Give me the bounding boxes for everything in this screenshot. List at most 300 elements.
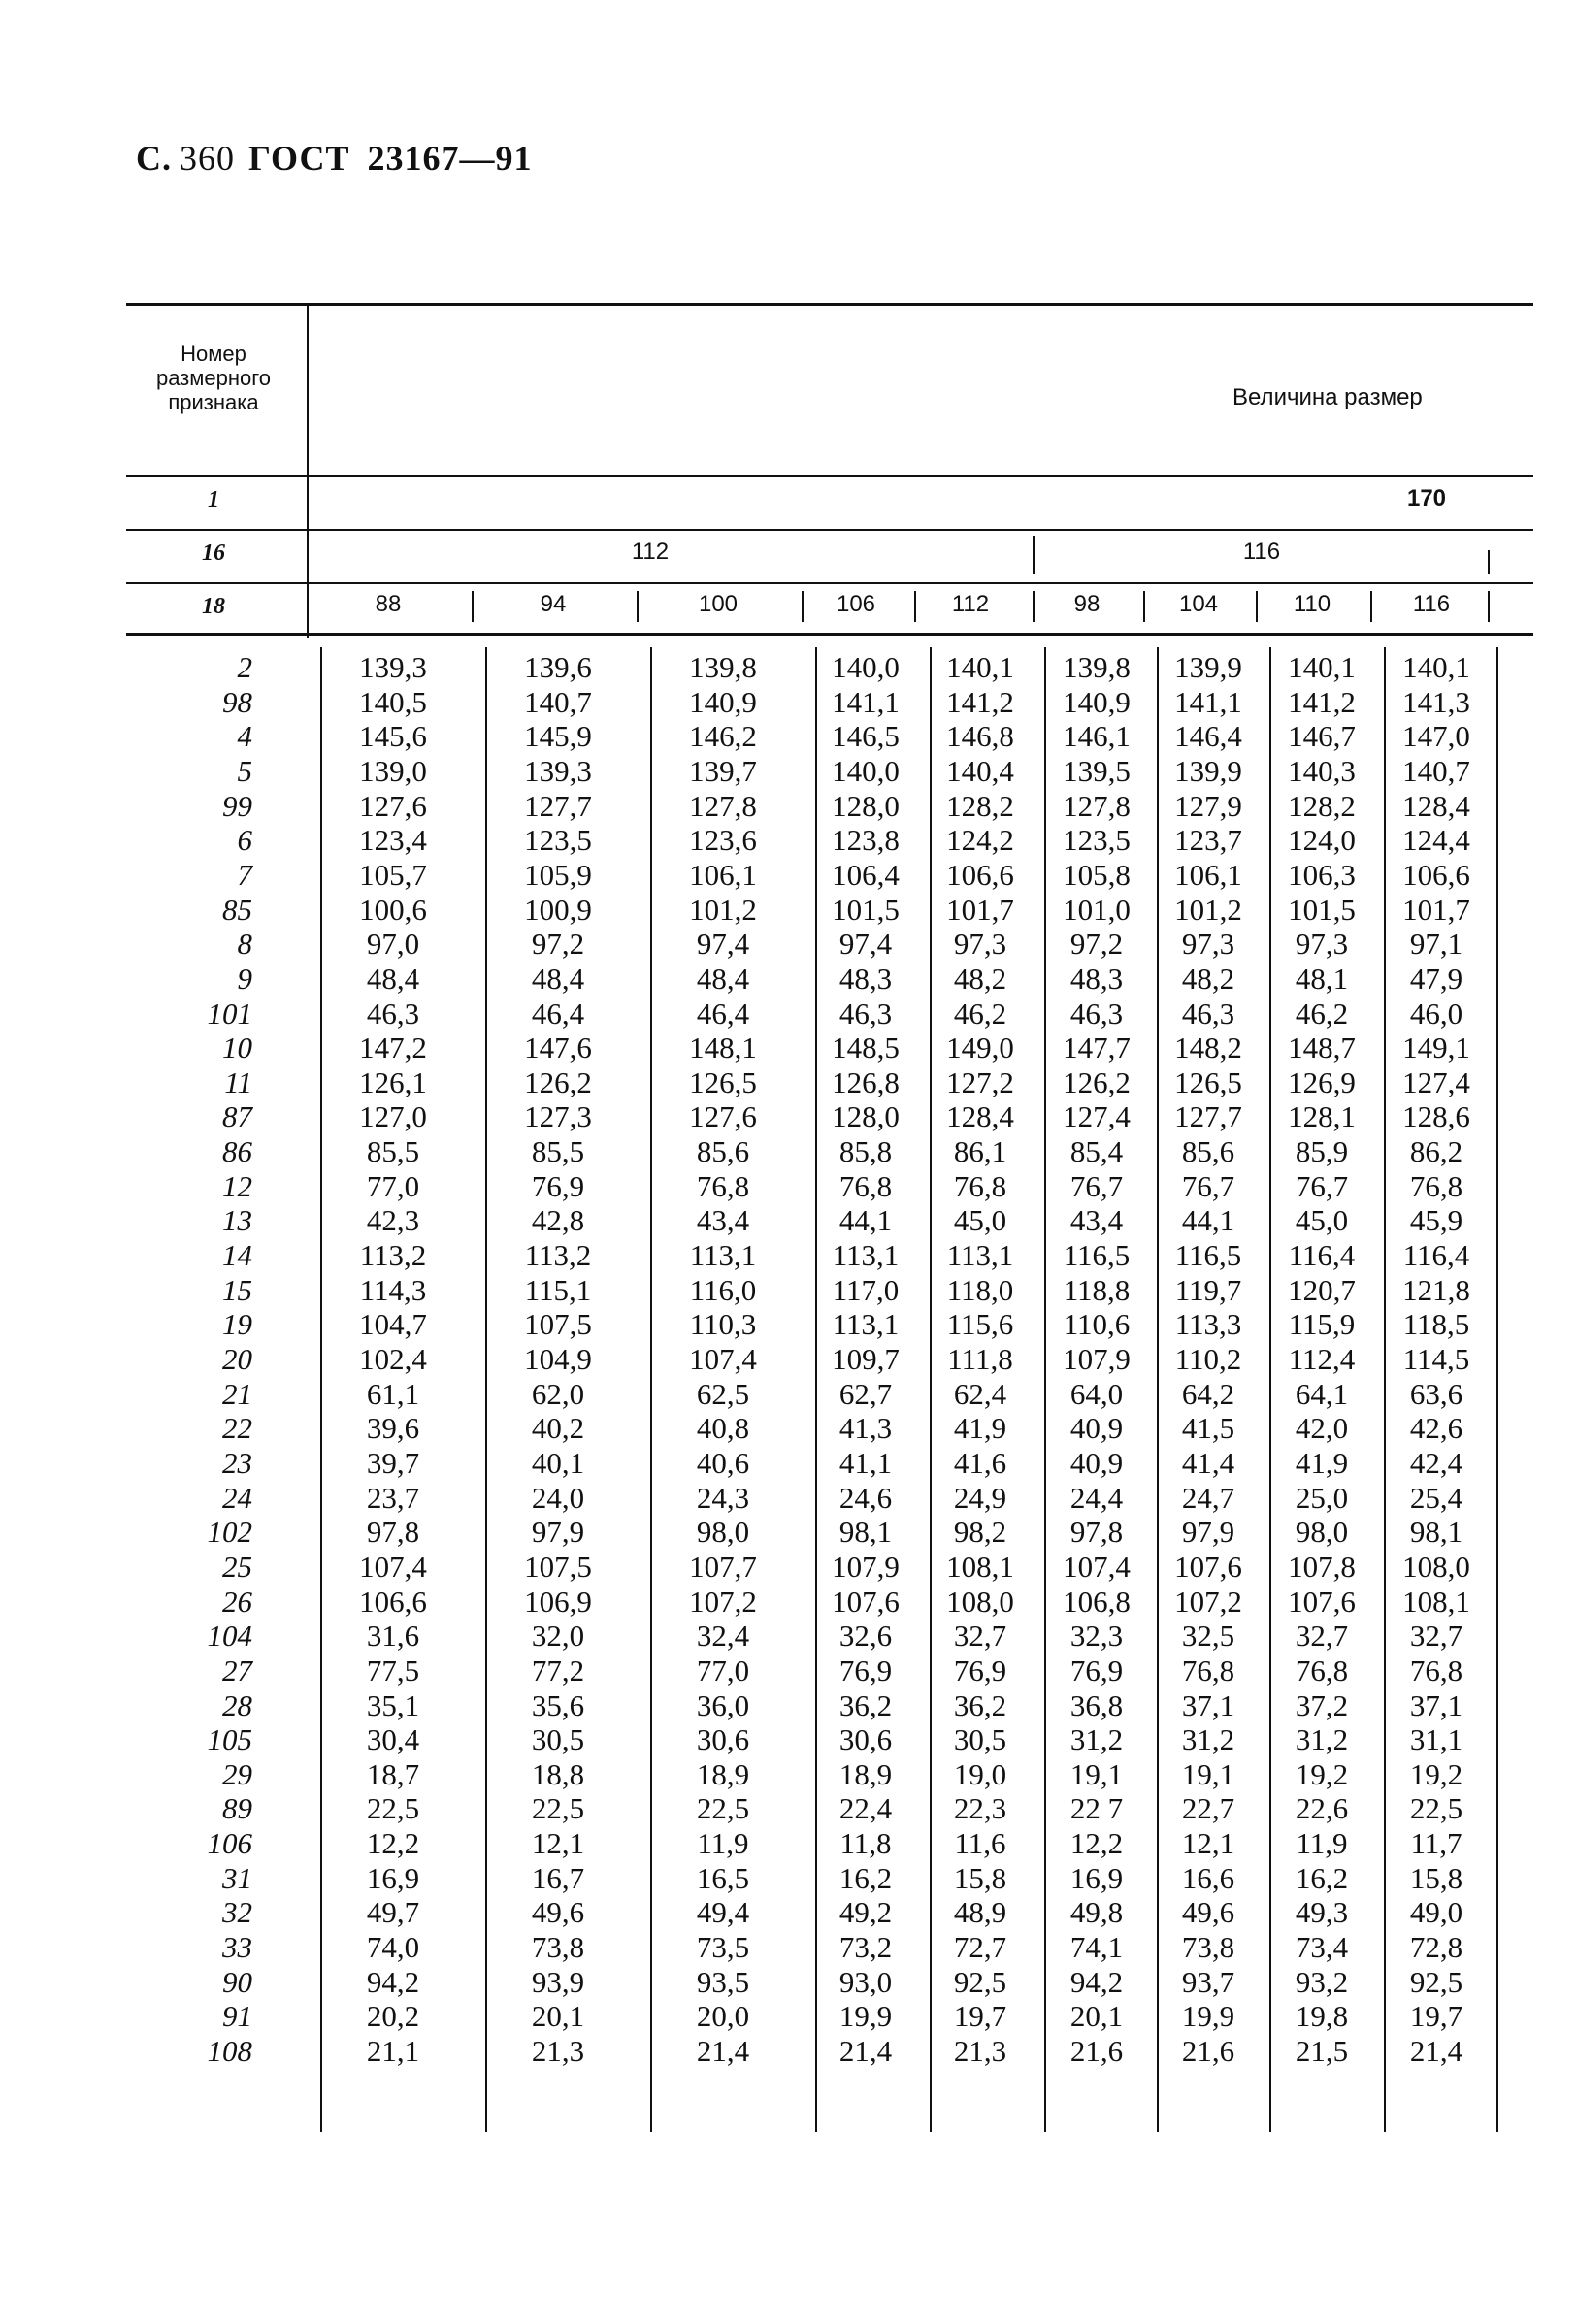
row-number: 25 bbox=[222, 1549, 252, 1584]
table-cell: 127,7 bbox=[1174, 1099, 1242, 1134]
row-number: 32 bbox=[222, 1895, 252, 1930]
table-cell: 113,1 bbox=[832, 1307, 900, 1342]
table-cell: 43,4 bbox=[1069, 1203, 1124, 1238]
table-cell: 139,5 bbox=[1063, 753, 1131, 788]
row-number: 19 bbox=[222, 1307, 252, 1342]
table-cell: 16,7 bbox=[531, 1860, 585, 1895]
table-cell: 48,4 bbox=[696, 961, 750, 996]
table-cell: 72,7 bbox=[953, 1930, 1007, 1965]
table-cell: 77,0 bbox=[366, 1168, 420, 1203]
table-cell: 41,3 bbox=[838, 1411, 893, 1446]
table-cell: 42,4 bbox=[1409, 1445, 1463, 1480]
table-cell: 22,4 bbox=[838, 1791, 893, 1826]
table-cell: 31,2 bbox=[1181, 1722, 1235, 1757]
table-cell: 92,5 bbox=[1409, 1964, 1463, 1999]
row-number: 99 bbox=[222, 788, 252, 823]
chest-value-1: 112 bbox=[631, 539, 670, 565]
table-cell: 126,8 bbox=[832, 1064, 900, 1099]
table-cell: 146,5 bbox=[832, 719, 900, 754]
table-cell: 48,3 bbox=[838, 961, 893, 996]
table-cell: 49,6 bbox=[531, 1895, 585, 1930]
table-cell: 32,6 bbox=[838, 1619, 893, 1653]
table-cell: 140,3 bbox=[1288, 753, 1356, 788]
row-number: 20 bbox=[222, 1342, 252, 1376]
hdr-sep-1 bbox=[472, 591, 474, 622]
table-cell: 76,8 bbox=[1409, 1653, 1463, 1687]
table-cell: 41,9 bbox=[953, 1411, 1007, 1446]
table-cell: 45,0 bbox=[953, 1203, 1007, 1238]
table-cell: 20,2 bbox=[366, 1999, 420, 2034]
table-cell: 76,9 bbox=[1069, 1653, 1124, 1687]
table-cell: 146,8 bbox=[946, 719, 1014, 754]
row-number: 86 bbox=[222, 1134, 252, 1169]
table-cell: 42,6 bbox=[1409, 1411, 1463, 1446]
table-cell: 98,1 bbox=[1409, 1515, 1463, 1550]
table-cell: 23,7 bbox=[366, 1480, 420, 1515]
table-cell: 127,4 bbox=[1063, 1099, 1131, 1134]
table-cell: 101,2 bbox=[689, 892, 757, 927]
table-cell: 41,6 bbox=[953, 1445, 1007, 1480]
table-cell: 11,7 bbox=[1410, 1826, 1462, 1861]
table-cell: 126,5 bbox=[1174, 1064, 1242, 1099]
table-cell: 41,1 bbox=[838, 1445, 893, 1480]
table-cell: 18,9 bbox=[838, 1756, 893, 1791]
table-cell: 107,2 bbox=[689, 1584, 757, 1619]
table-cell: 31,2 bbox=[1295, 1722, 1349, 1757]
table-cell: 24,9 bbox=[953, 1480, 1007, 1515]
table-cell: 106,3 bbox=[1288, 857, 1356, 892]
page-prefix: С. bbox=[136, 139, 172, 178]
table-cell: 49,4 bbox=[696, 1895, 750, 1930]
table-cell: 76,7 bbox=[1181, 1168, 1235, 1203]
table-cell: 21,3 bbox=[953, 2034, 1007, 2068]
table-cell: 141,1 bbox=[832, 684, 900, 719]
table-cell: 146,2 bbox=[689, 719, 757, 754]
table-cell: 63,6 bbox=[1409, 1376, 1463, 1411]
table-cell: 18,8 bbox=[531, 1756, 585, 1791]
row-number: 7 bbox=[237, 857, 252, 892]
table-cell: 140,1 bbox=[1402, 650, 1470, 684]
table-cell: 20,1 bbox=[1069, 1999, 1124, 2034]
table-cell: 31,1 bbox=[1409, 1722, 1463, 1757]
table-cell: 140,1 bbox=[1288, 650, 1356, 684]
table-cell: 141,2 bbox=[946, 684, 1014, 719]
table-cell: 141,2 bbox=[1288, 684, 1356, 719]
column-header-cell: 106 bbox=[836, 591, 876, 617]
table-cell: 19,9 bbox=[1181, 1999, 1235, 2034]
table-cell: 48,1 bbox=[1295, 961, 1349, 996]
row-number: 85 bbox=[222, 892, 252, 927]
table-cell: 85,5 bbox=[531, 1134, 585, 1169]
table-cell: 128,4 bbox=[1402, 788, 1470, 823]
table-cell: 127,8 bbox=[1063, 788, 1131, 823]
row-number: 98 bbox=[222, 684, 252, 719]
table-cell: 35,6 bbox=[531, 1687, 585, 1722]
table-cell: 48,3 bbox=[1069, 961, 1124, 996]
table-cell: 76,7 bbox=[1069, 1168, 1124, 1203]
body-line-9 bbox=[1496, 647, 1498, 2132]
table-cell: 76,9 bbox=[838, 1653, 893, 1687]
row-number: 11 bbox=[224, 1064, 252, 1099]
hdr-sep-9 bbox=[1488, 591, 1490, 622]
table-cell: 111,8 bbox=[947, 1342, 1013, 1376]
table-cell: 74,1 bbox=[1069, 1930, 1124, 1965]
table-cell: 113,1 bbox=[689, 1238, 757, 1273]
table-cell: 64,2 bbox=[1181, 1376, 1235, 1411]
table-cell: 76,8 bbox=[953, 1168, 1007, 1203]
table-cell: 147,2 bbox=[359, 1031, 427, 1065]
group-separator bbox=[1033, 536, 1035, 574]
table-cell: 114,3 bbox=[359, 1272, 427, 1307]
table-cell: 48,2 bbox=[953, 961, 1007, 996]
body-line-0 bbox=[320, 647, 322, 2132]
table-cell: 148,2 bbox=[1174, 1031, 1242, 1065]
table-cell: 41,5 bbox=[1181, 1411, 1235, 1446]
table-cell: 18,7 bbox=[366, 1756, 420, 1791]
row-number: 105 bbox=[207, 1722, 252, 1757]
table-cell: 109,7 bbox=[832, 1342, 900, 1376]
table-cell: 32,7 bbox=[1409, 1619, 1463, 1653]
table-cell: 49,3 bbox=[1295, 1895, 1349, 1930]
row-number: 31 bbox=[222, 1860, 252, 1895]
row-number: 23 bbox=[222, 1445, 252, 1480]
table-cell: 107,4 bbox=[359, 1549, 427, 1584]
table-cell: 141,3 bbox=[1402, 684, 1470, 719]
table-cell: 85,9 bbox=[1295, 1134, 1349, 1169]
table-cell: 24,0 bbox=[531, 1480, 585, 1515]
table-cell: 32,4 bbox=[696, 1619, 750, 1653]
table-cell: 140,9 bbox=[689, 684, 757, 719]
table-cell: 46,4 bbox=[696, 996, 750, 1031]
table-cell: 76,9 bbox=[953, 1653, 1007, 1687]
table-cell: 101,7 bbox=[1402, 892, 1470, 927]
table-cell: 126,2 bbox=[524, 1064, 592, 1099]
column-header-cell: 110 bbox=[1293, 591, 1331, 617]
table-cell: 106,1 bbox=[689, 857, 757, 892]
table-cell: 48,9 bbox=[953, 1895, 1007, 1930]
table-cell: 145,6 bbox=[359, 719, 427, 754]
table-cell: 127,6 bbox=[689, 1099, 757, 1134]
table-cell: 21,4 bbox=[696, 2034, 750, 2068]
hdr-sep-4 bbox=[914, 591, 916, 622]
table-cell: 46,3 bbox=[1069, 996, 1124, 1031]
table-cell: 106,4 bbox=[832, 857, 900, 892]
table-cell: 36,2 bbox=[953, 1687, 1007, 1722]
table-cell: 62,5 bbox=[696, 1376, 750, 1411]
standard-label: ГОСТ bbox=[248, 139, 350, 178]
table-cell: 18,9 bbox=[696, 1756, 750, 1791]
table-cell: 40,9 bbox=[1069, 1411, 1124, 1446]
table-cell: 148,5 bbox=[832, 1031, 900, 1065]
table-cell: 107,6 bbox=[1174, 1549, 1242, 1584]
table-cell: 16,2 bbox=[1295, 1860, 1349, 1895]
table-cell: 62,0 bbox=[531, 1376, 585, 1411]
table-cell: 126,1 bbox=[359, 1064, 427, 1099]
table-cell: 49,7 bbox=[366, 1895, 420, 1930]
table-cell: 93,0 bbox=[838, 1964, 893, 1999]
table-cell: 19,7 bbox=[953, 1999, 1007, 2034]
table-cell: 40,2 bbox=[531, 1411, 585, 1446]
table-cell: 73,5 bbox=[696, 1930, 750, 1965]
table-cell: 119,7 bbox=[1174, 1272, 1242, 1307]
table-cell: 107,5 bbox=[524, 1307, 592, 1342]
table-cell: 113,2 bbox=[524, 1238, 592, 1273]
table-cell: 140,7 bbox=[524, 684, 592, 719]
table-cell: 126,2 bbox=[1063, 1064, 1131, 1099]
table-cell: 32,0 bbox=[531, 1619, 585, 1653]
row-number: 90 bbox=[222, 1964, 252, 1999]
table-cell: 36,8 bbox=[1069, 1687, 1124, 1722]
table-cell: 113,2 bbox=[359, 1238, 427, 1273]
table-cell: 139,6 bbox=[524, 650, 592, 684]
row-number: 14 bbox=[222, 1238, 252, 1273]
table-cell: 46,2 bbox=[1295, 996, 1349, 1031]
table-cell: 93,9 bbox=[531, 1964, 585, 1999]
table-cell: 107,9 bbox=[832, 1549, 900, 1584]
table-cell: 127,8 bbox=[689, 788, 757, 823]
table-cell: 97,3 bbox=[1181, 927, 1235, 962]
table-cell: 40,1 bbox=[531, 1445, 585, 1480]
table-cell: 113,3 bbox=[1174, 1307, 1242, 1342]
row-number: 101 bbox=[207, 996, 252, 1031]
table-cell: 48,4 bbox=[531, 961, 585, 996]
table-cell: 140,7 bbox=[1402, 753, 1470, 788]
table-cell: 97,4 bbox=[696, 927, 750, 962]
table-cell: 19,7 bbox=[1409, 1999, 1463, 2034]
size-table bbox=[126, 303, 1533, 2146]
table-cell: 140,5 bbox=[359, 684, 427, 719]
table-cell: 42,0 bbox=[1295, 1411, 1349, 1446]
table-cell: 140,9 bbox=[1063, 684, 1131, 719]
table-cell: 127,0 bbox=[359, 1099, 427, 1134]
table-cell: 128,4 bbox=[946, 1099, 1014, 1134]
table-cell: 40,6 bbox=[696, 1445, 750, 1480]
table-cell: 30,5 bbox=[953, 1722, 1007, 1757]
table-cell: 98,0 bbox=[696, 1515, 750, 1550]
row-label-16: 16 bbox=[202, 540, 225, 566]
table-cell: 149,1 bbox=[1402, 1031, 1470, 1065]
table-cell: 97,8 bbox=[366, 1515, 420, 1550]
hdr-sep-5 bbox=[1033, 591, 1035, 622]
table-cell: 146,7 bbox=[1288, 719, 1356, 754]
table-cell: 118,0 bbox=[946, 1272, 1014, 1307]
table-cell: 97,8 bbox=[1069, 1515, 1124, 1550]
table-cell: 123,7 bbox=[1174, 823, 1242, 858]
table-cell: 86,2 bbox=[1409, 1134, 1463, 1169]
table-cell: 106,6 bbox=[359, 1584, 427, 1619]
table-cell: 106,6 bbox=[946, 857, 1014, 892]
column-header-cell: 98 bbox=[1073, 591, 1101, 617]
table-cell: 37,1 bbox=[1181, 1687, 1235, 1722]
table-cell: 11,6 bbox=[954, 1826, 1006, 1861]
table-cell: 76,8 bbox=[1409, 1168, 1463, 1203]
table-cell: 108,1 bbox=[946, 1549, 1014, 1584]
table-cell: 97,2 bbox=[1069, 927, 1124, 962]
table-cell: 124,2 bbox=[946, 823, 1014, 858]
table-cell: 45,9 bbox=[1409, 1203, 1463, 1238]
table-cell: 110,6 bbox=[1063, 1307, 1131, 1342]
body-line-1 bbox=[485, 647, 487, 2132]
table-cell: 128,0 bbox=[832, 788, 900, 823]
table-cell: 76,8 bbox=[696, 1168, 750, 1203]
table-cell: 19,2 bbox=[1295, 1756, 1349, 1791]
table-cell: 140,1 bbox=[946, 650, 1014, 684]
page-number: 360 bbox=[180, 139, 235, 178]
table-cell: 140,0 bbox=[832, 753, 900, 788]
table-cell: 106,6 bbox=[1402, 857, 1470, 892]
table-cell: 139,9 bbox=[1174, 753, 1242, 788]
table-cell: 104,9 bbox=[524, 1342, 592, 1376]
table-cell: 113,1 bbox=[832, 1238, 900, 1273]
table-cell: 31,2 bbox=[1069, 1722, 1124, 1757]
table-cell: 21,4 bbox=[838, 2034, 893, 2068]
table-cell: 98,1 bbox=[838, 1515, 893, 1550]
row-number: 8 bbox=[237, 927, 252, 962]
table-cell: 35,1 bbox=[366, 1687, 420, 1722]
table-cell: 85,6 bbox=[1181, 1134, 1235, 1169]
table-cell: 98,2 bbox=[953, 1515, 1007, 1550]
table-cell: 19,2 bbox=[1409, 1756, 1463, 1791]
table-cell: 139,0 bbox=[359, 753, 427, 788]
table-cell: 30,6 bbox=[696, 1722, 750, 1757]
table-cell: 76,8 bbox=[838, 1168, 893, 1203]
table-cell: 148,7 bbox=[1288, 1031, 1356, 1065]
hdr-sep-6 bbox=[1143, 591, 1145, 622]
table-cell: 98,0 bbox=[1295, 1515, 1349, 1550]
stub-header: Номер размерного признака bbox=[155, 342, 272, 414]
hdr-sep-7 bbox=[1256, 591, 1258, 622]
table-cell: 101,7 bbox=[946, 892, 1014, 927]
table-cell: 108,0 bbox=[946, 1584, 1014, 1619]
group-right-edge bbox=[1488, 550, 1490, 574]
table-cell: 42,8 bbox=[531, 1203, 585, 1238]
table-cell: 21,1 bbox=[366, 2034, 420, 2068]
table-cell: 120,7 bbox=[1288, 1272, 1356, 1307]
table-cell: 40,8 bbox=[696, 1411, 750, 1446]
table-cell: 123,8 bbox=[832, 823, 900, 858]
table-cell: 97,4 bbox=[838, 927, 893, 962]
table-cell: 147,6 bbox=[524, 1031, 592, 1065]
table-cell: 116,5 bbox=[1063, 1238, 1131, 1273]
table-cell: 46,3 bbox=[1181, 996, 1235, 1031]
standard-designation: 23167—91 bbox=[367, 139, 533, 178]
row-number: 89 bbox=[222, 1791, 252, 1826]
row-number: 21 bbox=[222, 1376, 252, 1411]
hdr-sep-8 bbox=[1370, 591, 1372, 622]
table-cell: 101,2 bbox=[1174, 892, 1242, 927]
row-number: 9 bbox=[237, 961, 252, 996]
table-cell: 22,5 bbox=[696, 1791, 750, 1826]
table-cell: 140,4 bbox=[946, 753, 1014, 788]
table-cell: 112,4 bbox=[1288, 1342, 1356, 1376]
table-cell: 16,9 bbox=[366, 1860, 420, 1895]
table-cell: 11,8 bbox=[839, 1826, 892, 1861]
table-cell: 44,1 bbox=[1181, 1203, 1235, 1238]
table-cell: 116,5 bbox=[1174, 1238, 1242, 1273]
header-bottom-rule bbox=[126, 633, 1533, 636]
table-cell: 101,5 bbox=[1288, 892, 1356, 927]
rule-row-16 bbox=[126, 529, 1533, 531]
row-label-18: 18 bbox=[202, 594, 225, 619]
table-cell: 24,7 bbox=[1181, 1480, 1235, 1515]
column-header-cell: 88 bbox=[375, 591, 402, 617]
table-cell: 44,1 bbox=[838, 1203, 893, 1238]
row-number: 29 bbox=[222, 1756, 252, 1791]
row-number: 28 bbox=[222, 1687, 252, 1722]
table-cell: 46,4 bbox=[531, 996, 585, 1031]
table-cell: 85,8 bbox=[838, 1134, 893, 1169]
table-cell: 48,2 bbox=[1181, 961, 1235, 996]
table-cell: 25,0 bbox=[1295, 1480, 1349, 1515]
table-cell: 22,3 bbox=[953, 1791, 1007, 1826]
table-cell: 73,8 bbox=[1181, 1930, 1235, 1965]
row-number: 27 bbox=[222, 1653, 252, 1687]
table-cell: 24,6 bbox=[838, 1480, 893, 1515]
row-number: 108 bbox=[207, 2034, 252, 2068]
table-cell: 121,8 bbox=[1402, 1272, 1470, 1307]
table-cell: 97,3 bbox=[953, 927, 1007, 962]
table-cell: 49,0 bbox=[1409, 1895, 1463, 1930]
table-cell: 64,0 bbox=[1069, 1376, 1124, 1411]
rule-row-18 bbox=[126, 582, 1533, 584]
table-cell: 123,4 bbox=[359, 823, 427, 858]
table-cell: 73,8 bbox=[531, 1930, 585, 1965]
table-cell: 85,5 bbox=[366, 1134, 420, 1169]
table-cell: 48,4 bbox=[366, 961, 420, 996]
table-cell: 41,9 bbox=[1295, 1445, 1349, 1480]
column-header-cell: 100 bbox=[698, 591, 739, 617]
table-cell: 106,1 bbox=[1174, 857, 1242, 892]
table-cell: 16,6 bbox=[1181, 1860, 1235, 1895]
table-cell: 105,7 bbox=[359, 857, 427, 892]
table-cell: 46,3 bbox=[366, 996, 420, 1031]
table-cell: 31,6 bbox=[366, 1619, 420, 1653]
table-cell: 24,3 bbox=[696, 1480, 750, 1515]
table-cell: 16,5 bbox=[696, 1860, 750, 1895]
table-cell: 110,3 bbox=[689, 1307, 757, 1342]
table-cell: 49,6 bbox=[1181, 1895, 1235, 1930]
column-header-cell: 94 bbox=[540, 591, 567, 617]
table-cell: 62,7 bbox=[838, 1376, 893, 1411]
row-number: 13 bbox=[222, 1203, 252, 1238]
table-cell: 108,1 bbox=[1402, 1584, 1470, 1619]
table-cell: 107,8 bbox=[1288, 1549, 1356, 1584]
table-cell: 127,6 bbox=[359, 788, 427, 823]
table-cell: 139,3 bbox=[359, 650, 427, 684]
table-cell: 97,9 bbox=[1181, 1515, 1235, 1550]
table-cell: 16,9 bbox=[1069, 1860, 1124, 1895]
stub-separator bbox=[307, 303, 309, 638]
table-cell: 77,5 bbox=[366, 1653, 420, 1687]
table-cell: 22 7 bbox=[1069, 1791, 1124, 1826]
table-cell: 115,6 bbox=[946, 1307, 1014, 1342]
table-cell: 41,4 bbox=[1181, 1445, 1235, 1480]
table-cell: 100,9 bbox=[524, 892, 592, 927]
table-cell: 30,4 bbox=[366, 1722, 420, 1757]
table-cell: 12,1 bbox=[531, 1826, 585, 1861]
row-number: 87 bbox=[222, 1099, 252, 1134]
row-number: 10 bbox=[222, 1031, 252, 1065]
table-cell: 36,2 bbox=[838, 1687, 893, 1722]
table-cell: 32,5 bbox=[1181, 1619, 1235, 1653]
table-cell: 86,1 bbox=[953, 1134, 1007, 1169]
table-cell: 93,7 bbox=[1181, 1964, 1235, 1999]
table-cell: 124,4 bbox=[1402, 823, 1470, 858]
table-cell: 73,4 bbox=[1295, 1930, 1349, 1965]
table-cell: 97,0 bbox=[366, 927, 420, 962]
table-cell: 49,2 bbox=[838, 1895, 893, 1930]
table-cell: 147,0 bbox=[1402, 719, 1470, 754]
